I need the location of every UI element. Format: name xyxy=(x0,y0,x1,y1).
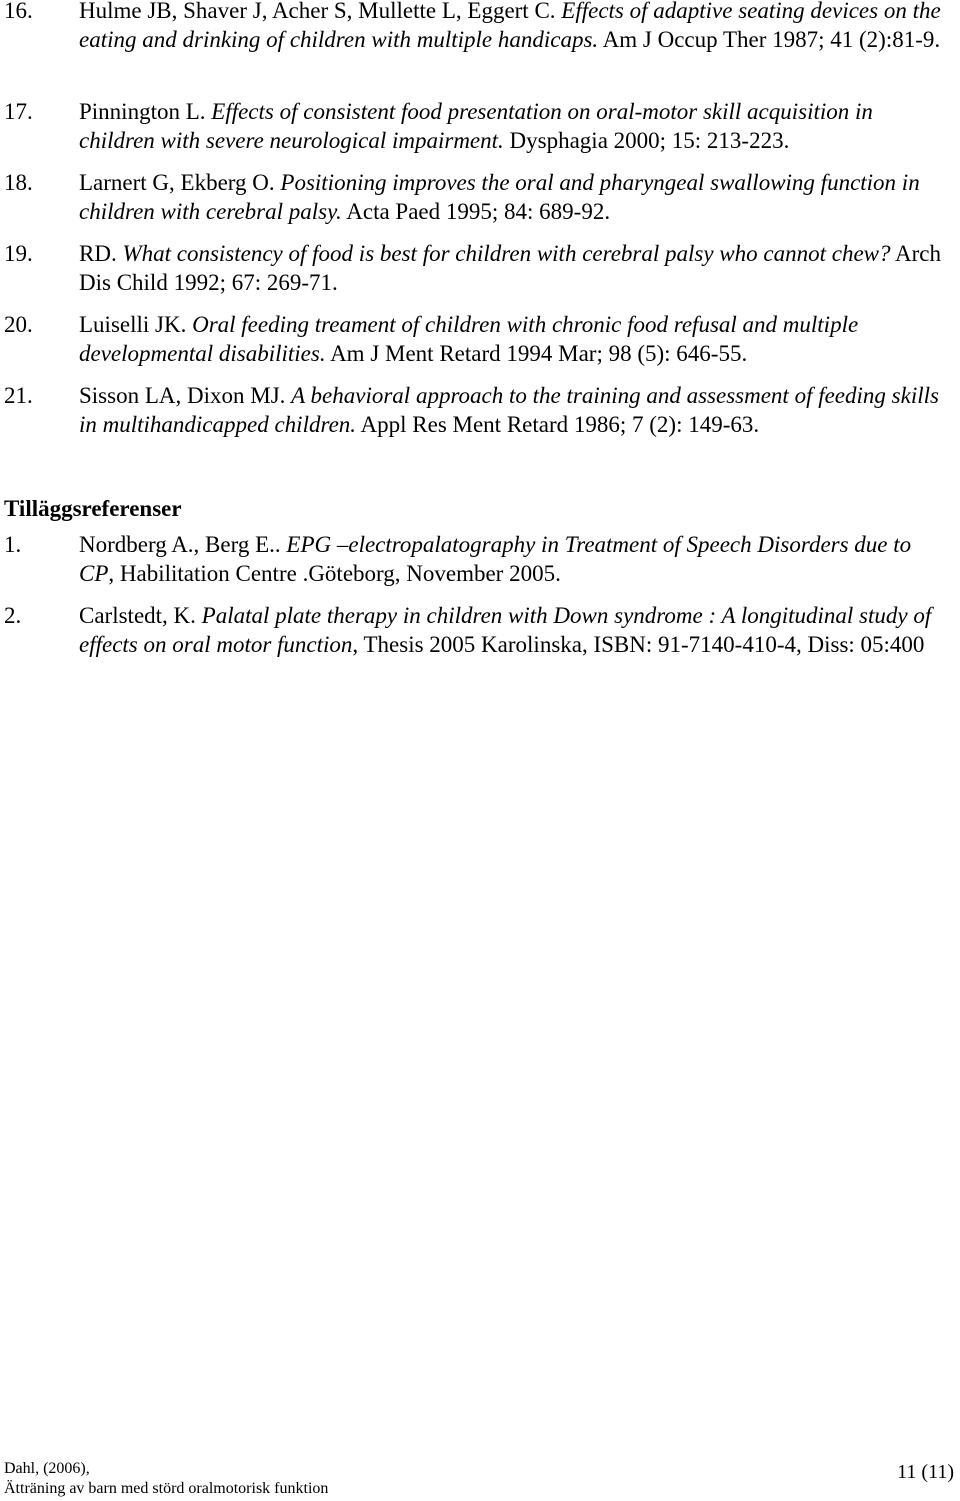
reference-text xyxy=(79,0,950,54)
reference-number: 20. xyxy=(4,312,33,337)
reference-number: 18. xyxy=(4,170,33,195)
reference-authors: Hulme JB, Shaver J, Acher S, Mullette L, Eggert C. xyxy=(79,0,556,23)
reference-authors: Pinnington L. xyxy=(79,99,206,124)
reference-title: Oral feeding treament of children with chronic food refusal and multiple developmental disabilities. xyxy=(79,312,859,366)
reference-item xyxy=(0,311,950,368)
reference-text xyxy=(79,531,950,588)
reference-text xyxy=(79,382,950,439)
reference-source: Am J Ment Retard 1994 Mar; 98 (5): 646-55. xyxy=(330,340,748,366)
reference-authors: Carlstedt, K. xyxy=(79,603,196,628)
reference-source: , Habilitation Centre .Göteborg, November 2005. xyxy=(108,560,561,586)
reference-authors: Luiselli JK. xyxy=(79,312,187,337)
reference-number: 1. xyxy=(4,532,22,557)
reference-text xyxy=(79,240,950,297)
supplementary-references-heading: Tilläggsreferenser xyxy=(4,496,182,521)
reference-authors: Sisson LA, Dixon MJ. xyxy=(79,383,286,408)
reference-number: 21. xyxy=(4,383,33,408)
reference-item xyxy=(0,240,950,297)
reference-source: Am J Occup Ther 1987; 41 (2):81-9. xyxy=(602,26,941,52)
reference-title: What consistency of food is best for children with cerebral palsy who cannot chew? xyxy=(122,241,891,266)
reference-title: A behavioral approach to the training and assessment of feeding skills in multihandicapped children. xyxy=(79,383,939,437)
reference-number: 2. xyxy=(4,603,22,628)
reference-authors: Larnert G, Ekberg O. xyxy=(79,170,275,195)
supplementary-reference-item xyxy=(0,531,950,588)
reference-source: Dysphagia 2000; 15: 213-223. xyxy=(509,127,790,153)
reference-text xyxy=(79,98,950,155)
page-footer xyxy=(4,1459,328,1499)
page-number: 11 (11) xyxy=(897,1461,954,1483)
reference-source: Acta Paed 1995; 84: 689-92. xyxy=(346,198,611,224)
reference-item xyxy=(0,169,950,226)
reference-title: Effects of consistent food presentation on oral-motor skill acquisition in children with severe neurological impairment. xyxy=(79,99,873,153)
reference-item xyxy=(0,382,950,439)
reference-title: Effects of adaptive seating devices on the eating and drinking of children with multiple handicaps. xyxy=(79,0,941,52)
supplementary-reference-item xyxy=(0,602,950,659)
reference-number: 16. xyxy=(4,0,33,23)
reference-authors: RD. xyxy=(79,241,117,266)
reference-text xyxy=(79,602,950,659)
reference-source: Arch Dis Child 1992; 67: 269-71. xyxy=(79,241,941,295)
reference-source: , Thesis 2005 Karolinska, ISBN: 91-7140-410-4, Diss: 05:400 xyxy=(352,631,925,657)
reference-source: Appl Res Ment Retard 1986; 7 (2): 149-63. xyxy=(360,411,760,437)
footer-document-title: Ätträning av barn med störd oralmotorisk funktion xyxy=(4,1480,329,1497)
reference-title: Palatal plate therapy in children with Down syndrome : A longitudinal study of effects on oral motor function xyxy=(79,603,932,657)
reference-item xyxy=(0,0,950,54)
reference-number: 17. xyxy=(4,99,33,124)
reference-number: 19. xyxy=(4,241,33,266)
reference-title: Positioning improves the oral and pharyngeal swallowing function in children with cerebral palsy. xyxy=(79,170,920,224)
reference-text xyxy=(79,311,950,368)
reference-title: EPG –electropalatography in Treatment of Speech Disorders due to CP xyxy=(79,532,912,586)
reference-authors: Nordberg A., Berg E.. xyxy=(79,532,281,557)
footer-author: Dahl, (2006), xyxy=(4,1460,90,1477)
reference-item xyxy=(0,98,950,155)
reference-text xyxy=(79,169,950,226)
